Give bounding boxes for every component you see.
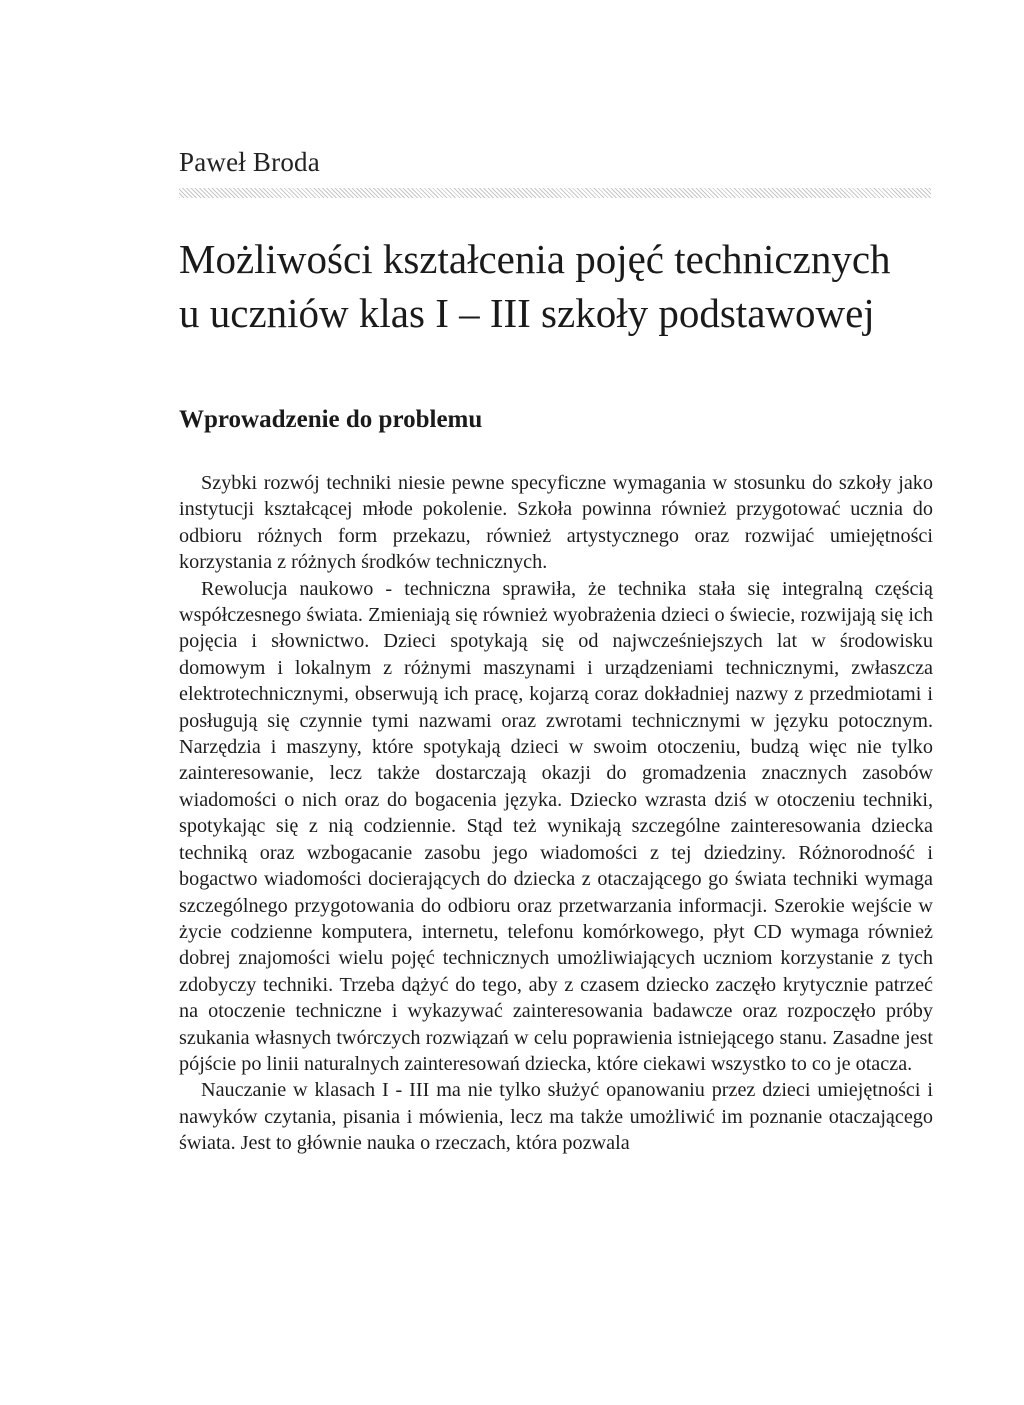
section-heading: Wprowadzenie do problemu	[179, 406, 483, 433]
author-name: Paweł Broda	[179, 147, 320, 177]
paragraph-3: Nauczanie w klasach I - III ma nie tylko służyć opanowaniu przez dzieci umiejętności i nawyków czytania, pisania i mówienia, lecz ma także umożliwić im poznanie otaczającego świata. Jest to głównie nauka o rzeczach, która pozwala	[179, 1079, 933, 1155]
header-rule	[179, 188, 931, 198]
article-title-line-2: u uczniów klas I – III szkoły podstawowej	[179, 290, 875, 336]
paragraph-2: Rewolucja naukowo - techniczna sprawiła, że technika stała się integralną częścią współczesnego świata. Zmieniają się również wyobrażenia dzieci o świecie, rozwijają się ich pojęcia i słownictwo. Dzieci spotykają się od najwcześniejszych lat w środowisku domowym i lokalnym z różnymi maszynami i urządzeniami technicznymi, zwłaszcza elektrotechnicznymi, obserwują ich pracę, kojarzą coraz dokładniej nazwy z przedmiotami i posługują się czynnie tymi nazwami oraz zwrotami technicznymi w języku potocznym. Narzędzia i maszyny, które spotykają dzieci w swoim otoczeniu, budzą więc nie tylko zainteresowanie, lecz także dostarczają okazji do gromadzenia znacznych zasobów wiadomości o nich oraz do bogacenia języka. Dziecko wzrasta dziś w otoczeniu techniki, spotykając się z nią codziennie. Stąd też wynikają szczególne zainteresowania dziecka techniką oraz wzbogacanie zasobu jego wiadomości z tej dziedziny. Różnorodność i bogactwo wiadomości docierających do dziecka z otaczającego go świata techniki wymaga szczególnego przygotowania do odbioru oraz przetwarzania informacji. Szerokie wejście w życie codzienne komputera, internetu, telefonu komórkowego, płyt CD wymaga również dobrej znajomości wielu pojęć technicznych umożliwiających uczniom korzystanie z tych zdobyczy techniki. Trzeba dążyć do tego, aby z czasem dziecko zaczęło krytycznie patrzeć na otoczenie techniczne i wykazywać zainteresowania badawcze oraz rozpoczęło próby szukania własnych twórczych rozwiązań w celu poprawienia istniejącego stanu. Zasadne jest pójście po linii naturalnych zainteresowań dziecka, które ciekawi wszystko to co je otacza.	[179, 577, 933, 1075]
article-title-line-1: Możliwości kształcenia pojęć technicznych	[179, 236, 891, 282]
paragraph-1: Szybki rozwój techniki niesie pewne specyficzne wymagania w stosunku do szkoły jako instytucji kształcącej młode pokolenie. Szkoła powinna również przygotować ucznia do odbioru różnych form przekazu, również artystycznego oraz rozwijać umiejętności korzystania z różnych środków technicznych.	[179, 472, 933, 574]
article-title	[179, 232, 939, 340]
body-text	[179, 470, 933, 1157]
